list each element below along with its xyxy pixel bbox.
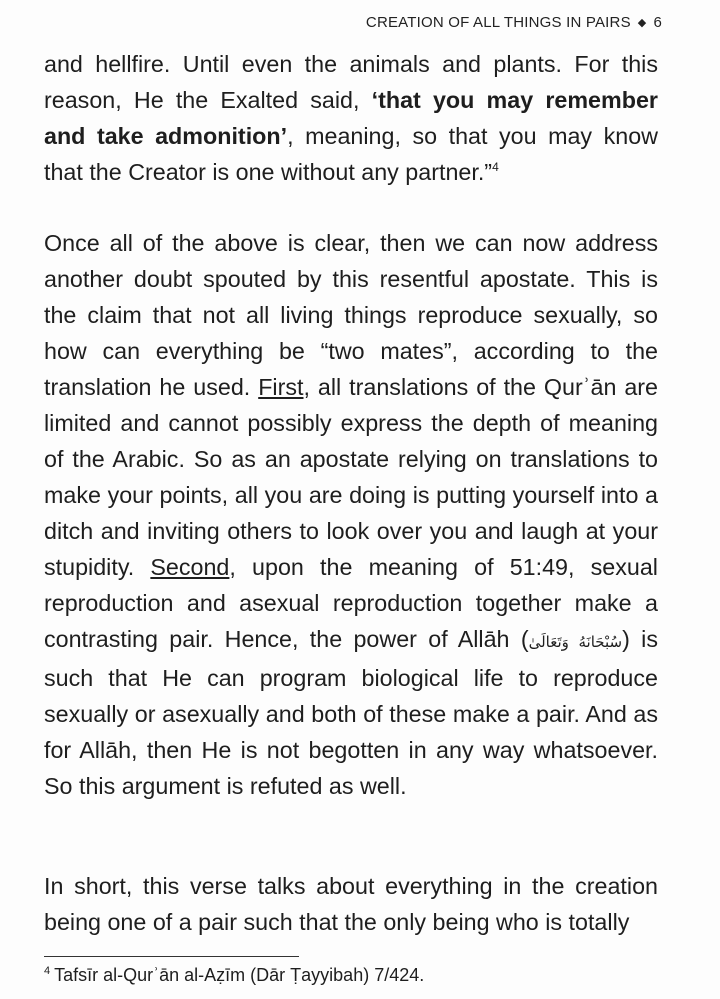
paragraph-2-text-d: ) is such that He can program biological life to reproduce sexually or asexually and both of these make a pair. And as for Allāh, then He is not begotten in any way whatsoever. So this argument is refuted as well. (44, 626, 658, 799)
paragraph-1 (44, 46, 658, 190)
quran-quote: ‘that you may remember and take admonition’ (44, 87, 658, 149)
paragraph-1-text-b: , meaning, so that you may know that the Creator is one without any partner.” (44, 123, 658, 185)
footnote-text: Tafsīr al-Qurʾān al-Aẓīm (Dār Ṭayyibah) 7/424. (54, 965, 425, 985)
footnote (44, 963, 424, 987)
paragraph-2-text-b: , all translations of the Qurʾān are limited and cannot possibly express the depth of meaning of the Arabic. So as an apostate relying on translations to make your points, all you are doing is putting yourself into a ditch and inviting others to look over you and laugh at your stupidity. (44, 374, 659, 580)
page-number: 6 (653, 14, 662, 31)
paragraph-2-text-a: Once all of the above is clear, then we can now address another doubt spouted by this resentful apostate. This is the claim that not all living things reproduce sexually, so how can everything be “two mates”, according to the translation he used. (44, 230, 658, 400)
paragraph-2-text-c: , upon the meaning of 51:49, sexual reproduction and asexual reproduction together make a contrasting pair. Hence, the power of Allāh ( (44, 554, 658, 652)
paragraph-2 (44, 225, 658, 804)
diamond-separator-icon: ◆ (637, 17, 647, 29)
paragraph-3 (44, 868, 658, 940)
paragraph-3-text: In short, this verse talks about everything in the creation being one of a pair such that the only being who is totally (44, 873, 658, 935)
footnote-divider (44, 956, 299, 957)
running-header (366, 14, 662, 31)
footnote-number: 4 (44, 965, 51, 977)
chapter-title: CREATION OF ALL THINGS IN PAIRS (365, 14, 631, 31)
second-point-label: Second (150, 554, 230, 580)
paragraph-1-text-a: and hellfire. Until even the animals and plants. For this reason, He the Exalted said, (44, 51, 658, 113)
footnote-reference: 4 (492, 160, 499, 174)
first-point-label: First (258, 374, 304, 400)
arabic-honorific: سُبْحَانَهُ وَتَعَالَىٰ (528, 633, 623, 651)
